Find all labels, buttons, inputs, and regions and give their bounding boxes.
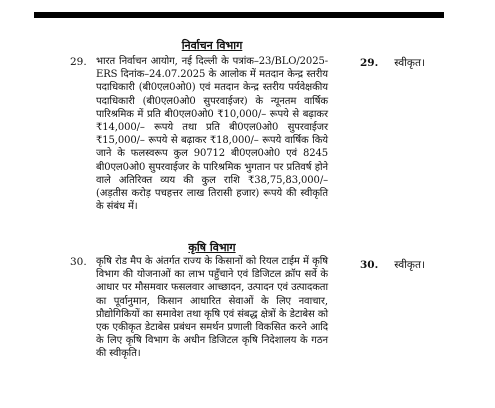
decision-number: 29. <box>360 57 379 69</box>
item-number: 29. <box>70 56 87 68</box>
decision-cell <box>360 56 425 70</box>
decision-text: स्वीकृत। <box>394 259 425 271</box>
department-heading: निर्वाचन विभाग <box>181 39 243 52</box>
decision-cell <box>360 258 425 272</box>
item-number: 30. <box>70 256 87 268</box>
item-text: भारत निर्वाचन आयोग, नई दिल्ली के पत्रांक–23/BLO/2025-ERS दिनांक–24.07.2025 के आलोक में मतदान केन्द्र स्तरीय पदाधिकारी (बी0एल0ओ0) एवं मतदान केन्द्र स्तरीय पर्यवेक्षकीय पदाधिकारी (बी0एल0ओ0 सुपरवाईजर) के न्यूनतम वार्षिक पारिश्रमिक में प्रति बी0एल0ओ0 ₹10,000/– रूपये से बढ़ाकर ₹14,000/– रूपये तथा प्रति बी0एल0ओ0 सुपरवाईजर ₹15,000/– रूपये से बढ़ाकर ₹18,000/– रूपये वार्षिक किये जाने के फलस्वरूप कुल 90712 बी0एल0ओ0 एवं 8245 बी0एल0ओ0 सुपरवाईजर के पारिश्रमिक भुगतान पर प्रतिवर्ष होने वाले अतिरिक्त व्यय की कुल राशि ₹38,75,83,000/– (अड़तीस करोड़ पचहत्तर लाख तिरासी हजार) रूपये की स्वीकृति के संबंध में। <box>96 56 328 213</box>
top-rule <box>34 12 444 18</box>
decision-text: स्वीकृत। <box>394 57 425 69</box>
decision-number: 30. <box>360 259 379 271</box>
department-heading: कृषि विभाग <box>188 241 236 254</box>
item-text: कृषि रोड मैप के अंतर्गत राज्य के किसानों को रियल टाईम में कृषि विभाग की योजनाओं का लाभ पहुँचाने एवं डिजिटल क्रॉप सर्वे के आधार पर मौसमवार फसलवार आच्छादन, उत्पादन एवं उत्पादकता का पूर्वानुमान, किसान आधारित सेवाओं के लिए नवाचार, प्रौद्योगिकियों का समावेश तथा कृषि एवं संबद्ध क्षेत्रों के डेटाबेस को एक एकीकृत डेटाबेस प्रबंधन समर्थन प्रणाली विकसित करने आदि के लिए कृषि विभाग के अधीन डिजिटल कृषि निदेशालय के गठन की स्वीकृति। <box>96 256 328 360</box>
